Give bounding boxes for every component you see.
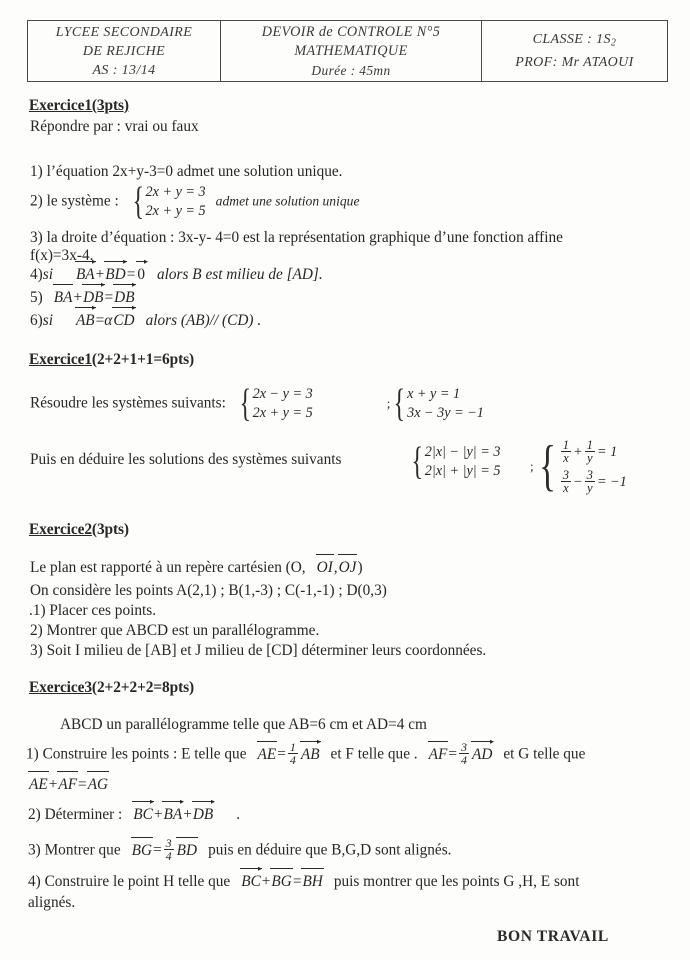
- fraction-numerator: 3: [460, 740, 467, 755]
- q6-si: si: [42, 312, 53, 329]
- header-table: [27, 20, 668, 82]
- exercise4-q1b: [28, 775, 109, 794]
- q2-post: .: [236, 806, 241, 823]
- vector-ae: AE: [257, 745, 277, 763]
- q2-plus-1: +: [153, 806, 163, 823]
- system-d-separator: ;: [530, 458, 534, 474]
- exercise1-heading: Exercice1(3pts): [29, 97, 129, 114]
- fraction-numerator: 3: [562, 468, 570, 483]
- class-label: [533, 30, 617, 53]
- exercise1-q4: [30, 265, 323, 284]
- q4-equals: =: [126, 266, 136, 283]
- fraction-three-quarters: [459, 741, 469, 767]
- class-subscript: 2: [610, 37, 617, 49]
- exercise3-line4: 2) Montrer que ABCD est un parallélogramme.: [30, 622, 320, 639]
- vector-ae: AE: [29, 776, 48, 793]
- system-b: [390, 382, 484, 425]
- exercise3-line1-pre: Le plan est rapporté à un repère cartésien (O,: [30, 559, 306, 576]
- exercise2-heading-label: Exercice1: [29, 351, 92, 368]
- q3-equals: =: [153, 841, 162, 859]
- q1-mid: et F telle que .: [330, 745, 418, 763]
- vector-db-2: DB: [114, 289, 135, 306]
- exercise4-intro: ABCD un parallélogramme telle que AB=6 cm et AD=4 cm: [60, 716, 427, 733]
- exam-subject: MATHEMATIQUE: [294, 42, 408, 59]
- system-d-row-2: [559, 467, 627, 497]
- fraction-denominator: y: [587, 481, 593, 496]
- q6-equals: =: [95, 312, 105, 329]
- system-rows: [425, 443, 501, 481]
- exercise1-q2: [30, 180, 360, 223]
- vector-bd: BD: [176, 841, 198, 859]
- exercise3-line1: [30, 558, 363, 577]
- exercise1-q2-prefix: 2) le système :: [30, 192, 119, 210]
- system-b-eq-2: 3x − 3y = −1: [407, 405, 484, 421]
- fraction-denominator: x: [563, 451, 569, 466]
- q4-number: 4): [30, 266, 43, 283]
- q4-tail: alors B est milieu de [AD].: [157, 266, 323, 283]
- q1b-equals: =: [78, 776, 87, 793]
- class-prefix: CLASSE : 1S: [532, 32, 611, 48]
- q4-plus: +: [95, 266, 105, 283]
- exercise3-line3: .1) Placer ces points.: [29, 602, 157, 619]
- fraction-numerator: 1: [289, 740, 296, 755]
- exercise3-comma: ,: [333, 559, 338, 576]
- q4-pre: 4) Construire le point H telle que: [28, 873, 231, 890]
- q5-equals: =: [104, 289, 114, 306]
- exercise4-q4-line2: alignés.: [28, 894, 76, 911]
- fraction-denominator: 4: [165, 849, 172, 864]
- q1b-plus: +: [48, 776, 58, 793]
- q6-tail: alors (AB)// (CD) .: [145, 312, 262, 329]
- q4-si: si: [42, 266, 53, 283]
- system-separator: ;: [386, 395, 391, 411]
- q3-pre: 3) Montrer que: [28, 841, 121, 859]
- vector-ab: AB: [75, 312, 95, 329]
- fraction-denominator: 4: [460, 753, 467, 768]
- fraction-1-y: [585, 439, 595, 465]
- vector-af: AF: [428, 745, 448, 763]
- exercise1-q2-system: [129, 180, 206, 223]
- brace-glyph: {: [239, 382, 252, 425]
- system-rows: [559, 437, 627, 497]
- vector-bd: BD: [105, 266, 126, 283]
- system-c-eq-1: 2|x| − |y| = 3: [424, 444, 501, 460]
- vector-zero: 0: [137, 266, 145, 283]
- q1-post: et G telle que: [503, 745, 586, 763]
- exam-title: DEVOIR de CONTROLE N°5: [261, 23, 441, 40]
- exercise2-prompt2: Puis en déduire les solutions des systèmes suivants: [30, 451, 342, 468]
- system-c-inner: [408, 440, 501, 483]
- brace-glyph: {: [538, 435, 556, 498]
- system-d: [530, 437, 627, 497]
- exercise4-q4: [28, 872, 579, 891]
- system-c-eq-2: 2|x| + |y| = 5: [424, 463, 501, 479]
- exam-duration: Durée : 45mn: [311, 62, 391, 78]
- exercise3-heading-points: (3pts): [91, 521, 129, 538]
- exercise4-heading-points: (2+2+2+2=8pts): [91, 679, 195, 696]
- fraction-three-quarters: [164, 837, 174, 863]
- q1-equals-1: =: [277, 745, 286, 763]
- system-eq-1: 2x + y = 3: [145, 184, 206, 200]
- row2-result: = −1: [596, 474, 627, 490]
- system-eq-2: 2x + y = 5: [145, 203, 206, 219]
- exercise2-prompt-row: [30, 382, 484, 425]
- vector-ba: BA: [53, 289, 73, 306]
- q6-number: 6): [30, 312, 43, 329]
- header-cell-exam: [221, 21, 482, 81]
- school-line-3: AS : 13/14: [92, 62, 156, 78]
- vector-bg: BG: [131, 841, 153, 859]
- fraction-3-y: [585, 469, 595, 495]
- vector-bg: BG: [271, 873, 292, 890]
- exercise1-q5: [30, 288, 136, 307]
- q1-equals-2: =: [448, 745, 457, 763]
- exercise1-q6: [30, 311, 261, 330]
- q6-alpha: α: [104, 312, 113, 329]
- system-rows: [253, 385, 313, 423]
- exercise4-q2: [28, 805, 240, 824]
- vector-ad: AD: [471, 745, 493, 763]
- fraction-3-x: [561, 469, 571, 495]
- header-cell-school: [28, 21, 221, 81]
- fraction-denominator: 4: [289, 753, 296, 768]
- brace-glyph: {: [411, 440, 424, 483]
- school-line-2: DE REJICHE: [82, 43, 166, 59]
- exercise1-q1: 1) l’équation 2x+y-3=0 admet une solution unique.: [30, 163, 343, 180]
- vector-bh: BH: [302, 873, 323, 890]
- system-a-eq-1: 2x − y = 3: [252, 386, 313, 402]
- exercise4-heading: [29, 678, 194, 697]
- brace-glyph: {: [393, 382, 406, 425]
- fraction-numerator: 1: [586, 438, 593, 453]
- row2-operator: −: [573, 474, 583, 490]
- fraction-1-x: [561, 439, 571, 465]
- system-a-eq-2: 2x + y = 5: [252, 405, 313, 421]
- fraction-denominator: x: [563, 481, 569, 496]
- row1-operator: +: [573, 444, 583, 460]
- system-d-row-1: [559, 437, 627, 467]
- fraction-denominator: y: [587, 451, 593, 466]
- q4-equals: =: [292, 873, 302, 890]
- vector-db: DB: [83, 289, 104, 306]
- exercise4-q3: [28, 838, 452, 864]
- system-a: [236, 382, 313, 425]
- fraction-numerator: 3: [165, 836, 172, 851]
- vector-ag: AG: [87, 776, 109, 793]
- q4-post: puis montrer que les points G ,H, E sont: [333, 873, 580, 890]
- q1-pre: 1) Construire les points : E telle que: [26, 745, 247, 763]
- exercise1-q3-line2: f(x)=3x-4.: [30, 247, 94, 264]
- vector-af: AF: [58, 776, 78, 793]
- q2-pre: 2) Déterminer :: [28, 806, 123, 823]
- vector-ba: BA: [75, 266, 95, 283]
- q5-number: 5): [30, 289, 43, 306]
- exercise3-line1-post: ): [357, 559, 363, 576]
- fraction-one-quarter: [288, 741, 298, 767]
- exercise2-heading: [29, 350, 194, 369]
- header-cell-class: [482, 21, 667, 81]
- vector-oj: OJ: [338, 559, 357, 576]
- exercise3-line5: 3) Soit I milieu de [AB] et J milieu de [CD] déterminer leurs coordonnées.: [30, 642, 487, 659]
- vector-cd: CD: [113, 312, 135, 329]
- system-d-inner: [534, 437, 627, 497]
- vector-bc: BC: [133, 806, 153, 823]
- q5-plus: +: [73, 289, 83, 306]
- system-c: [408, 440, 501, 483]
- exercise4-q1: [26, 742, 585, 768]
- system-rows: [407, 385, 484, 423]
- exercise3-heading: [29, 520, 129, 539]
- row1-result: = 1: [596, 444, 618, 460]
- fraction-numerator: 1: [562, 438, 570, 453]
- exercise1-instruction: Répondre par : vrai ou faux: [30, 118, 199, 135]
- exercise1-q2-suffix: admet une solution unique: [215, 193, 360, 209]
- professor-name: PROF: Mr ATAOUI: [515, 54, 634, 70]
- vector-ab: AB: [300, 745, 320, 763]
- system-b-eq-1: x + y = 1: [407, 386, 461, 402]
- vector-ba: BA: [163, 806, 183, 823]
- footer-bon-travail: BON TRAVAIL: [497, 928, 609, 945]
- exercise3-line2: On considère les points A(2,1) ; B(1,-3) ; C(-1,-1) ; D(0,3): [30, 582, 387, 599]
- system-rows: [146, 183, 206, 221]
- q2-plus-2: +: [183, 806, 192, 823]
- exercise2-prompt: Résoudre les systèmes suivants:: [30, 394, 226, 412]
- school-line-1: LYCEE SECONDAIRE: [55, 24, 193, 40]
- vector-db: DB: [192, 806, 214, 823]
- q3-post: puis en déduire que B,G,D sont alignés.: [208, 841, 452, 859]
- exercise3-heading-label: Exercice2: [29, 521, 92, 538]
- exercise1-q3-line1: 3) la droite d’équation : 3x-y- 4=0 est la représentation graphique d’une fonction affine: [30, 229, 563, 246]
- vector-bc: BC: [241, 873, 261, 890]
- exercise2-heading-points: (2+2+1+1=6pts): [91, 351, 195, 368]
- brace-glyph: {: [132, 180, 144, 223]
- exercise4-heading-label: Exercice3: [29, 679, 92, 696]
- q4-plus: +: [261, 873, 271, 890]
- fraction-numerator: 3: [586, 468, 593, 483]
- vector-oi: OI: [316, 559, 333, 576]
